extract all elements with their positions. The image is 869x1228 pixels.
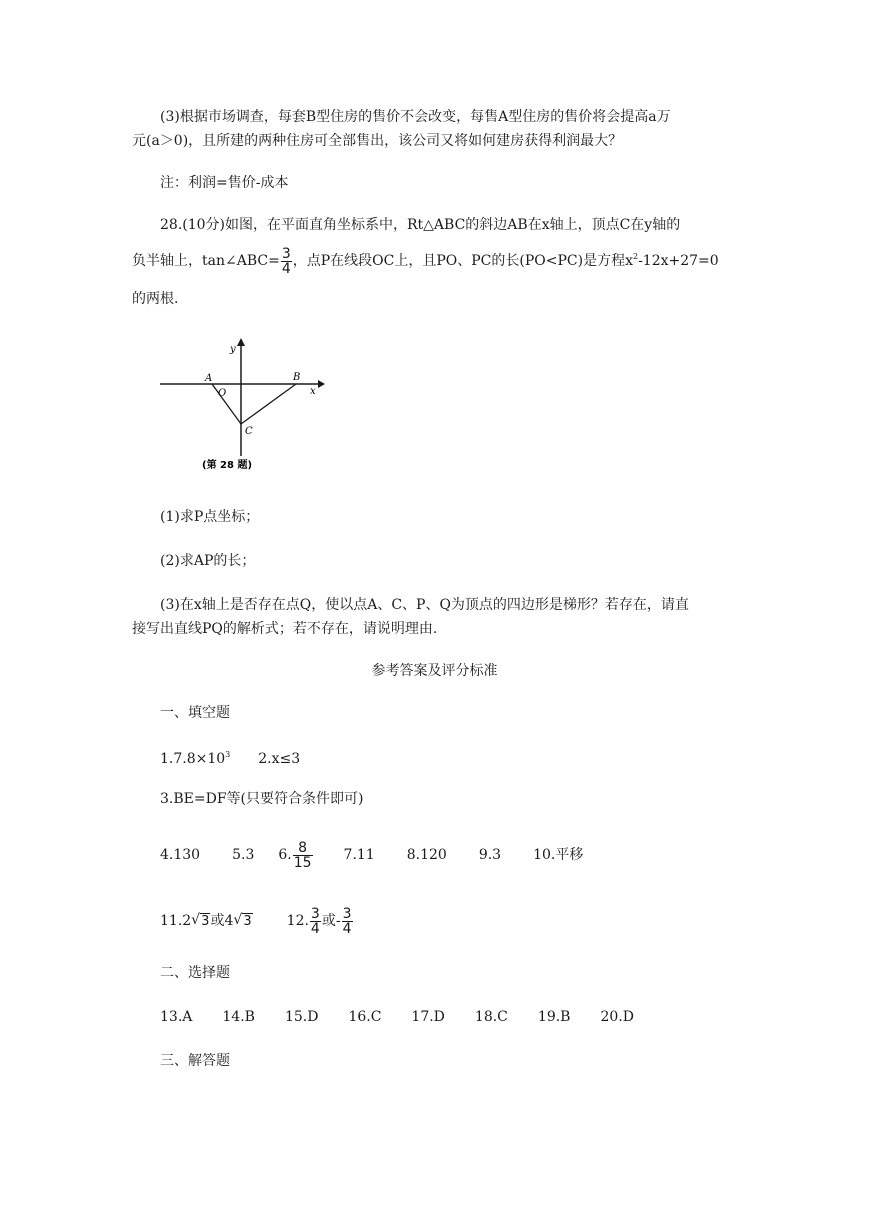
p28-statement-line1: 28.(10分)如图，在平面直角坐标系中，Rt△ABC的斜边AB在x轴上，顶点C在y轴的 (160, 217, 681, 233)
y-axis-arrow (237, 338, 245, 346)
answer-1-sup: 3 (225, 750, 231, 759)
p28-part3-line1: (3)在x轴上是否存在点Q，使以点A、C、P、Q为顶点的四边形是梯形？若存在，请直 (160, 597, 689, 613)
y-axis-label: y (230, 344, 236, 355)
answer-4: 4.130 (160, 847, 201, 863)
p27-note: 注：利润=售价-成本 (160, 175, 289, 191)
p28-part3-line2: 接写出直线PQ的解析式；若不存在，请说明理由. (132, 621, 438, 637)
point-o-label: O (218, 388, 227, 399)
answer-11-text: 11.2 (160, 913, 192, 929)
answer-11-sqrt-1 (191, 905, 210, 939)
choice-answer: 17.D (411, 1009, 445, 1025)
answer-8: 8.120 (406, 847, 447, 863)
answer-7: 7.11 (343, 847, 375, 863)
point-b-label: B (293, 372, 301, 383)
answer-12-mid: 或- (321, 913, 341, 929)
choice-answer: 19.B (537, 1009, 571, 1025)
answer-6-text: 6. (278, 847, 292, 863)
section-multiple-choice: 二、选择题 (160, 965, 230, 981)
segment-bc (241, 384, 296, 424)
answer-10: 10.平移 (533, 847, 584, 863)
answer-6-fraction (293, 841, 313, 870)
answer-5: 5.3 (232, 847, 255, 863)
answer-12-text: 12. (286, 913, 309, 929)
answer-12-den-2: 4 (342, 920, 352, 937)
choice-answer: 15.D (284, 1009, 319, 1025)
x-axis-arrow (318, 380, 325, 388)
answer-3: 3.BE=DF等(只要符合条件即可) (160, 791, 364, 807)
choice-answer: 18.C (474, 1009, 508, 1025)
answer-12 (286, 905, 354, 937)
answer-2: 2.x≤3 (258, 751, 301, 767)
answer-1-text: 1.7.8×10 (160, 751, 226, 767)
answer-12-num-2: 3 (342, 905, 352, 922)
p27-part3-line2: 元(a＞0)，且所建的两种住房可全部售出，该公司又将如何建房获得利润最大？ (132, 133, 623, 149)
p28-line2-text-b: ，点P在线段OC上，且PO、PC的长(PO<PC)是方程x (292, 253, 633, 269)
p28-statement-line2 (132, 242, 719, 276)
answer-11-sqrt-2 (233, 905, 252, 939)
point-a-label: A (205, 373, 213, 384)
answer-6 (278, 839, 313, 871)
answer-12-num-1: 3 (310, 905, 320, 922)
section-fill-in: 一、填空题 (160, 705, 230, 721)
choice-answer: 16.C (348, 1009, 382, 1025)
choice-answer: 13.A (160, 1009, 193, 1025)
p28-line2-text-c: -12x+27=0 (638, 253, 719, 269)
answer-12-fraction-1 (310, 907, 321, 936)
answer-11 (160, 913, 253, 929)
answers-row-1 (160, 746, 300, 768)
answer-6-num: 8 (293, 841, 313, 856)
p28-figure (158, 338, 328, 478)
p27-part3-line1: (3)根据市场调查，每套B型住房的售价不会改变，每售A型住房的售价将会提高a万 (160, 109, 671, 125)
answer-12-den-1: 4 (310, 920, 320, 937)
tan-fraction (281, 247, 292, 276)
figure-caption: (第 28 题) (202, 460, 253, 471)
choice-answer: 14.B (222, 1009, 255, 1025)
answers-row-4 (160, 838, 583, 872)
answer-9: 9.3 (478, 847, 502, 863)
answer-12-fraction-2 (342, 907, 353, 936)
p28-line2-sup: 2 (632, 252, 639, 261)
answers-title: 参考答案及评分标准 (371, 663, 498, 679)
p28-line2-text-a: 负半轴上，tan∠ABC= (132, 253, 280, 269)
coordinate-figure (158, 338, 328, 478)
choice-answer: 20.D (600, 1009, 634, 1025)
x-axis-label: x (310, 386, 316, 397)
p28-part1: (1)求P点坐标； (160, 509, 260, 525)
answer-11-radicand-1: 3 (201, 914, 210, 929)
answers-row-11 (160, 904, 354, 939)
answer-11-mid: 或4 (210, 913, 234, 929)
segment-ac (212, 384, 241, 424)
answer-11-radicand-2: 3 (243, 914, 252, 929)
tan-fraction-num: 3 (281, 245, 291, 262)
answer-6-den: 15 (293, 854, 312, 871)
choice-answers-row (160, 1008, 634, 1026)
p28-statement-line3: 的两根. (132, 291, 179, 307)
p28-part2: (2)求AP的长； (160, 553, 256, 569)
answer-1 (160, 751, 230, 767)
point-c-label: C (245, 426, 253, 437)
tan-fraction-den: 4 (281, 260, 291, 277)
section-solutions: 三、解答题 (160, 1053, 230, 1069)
